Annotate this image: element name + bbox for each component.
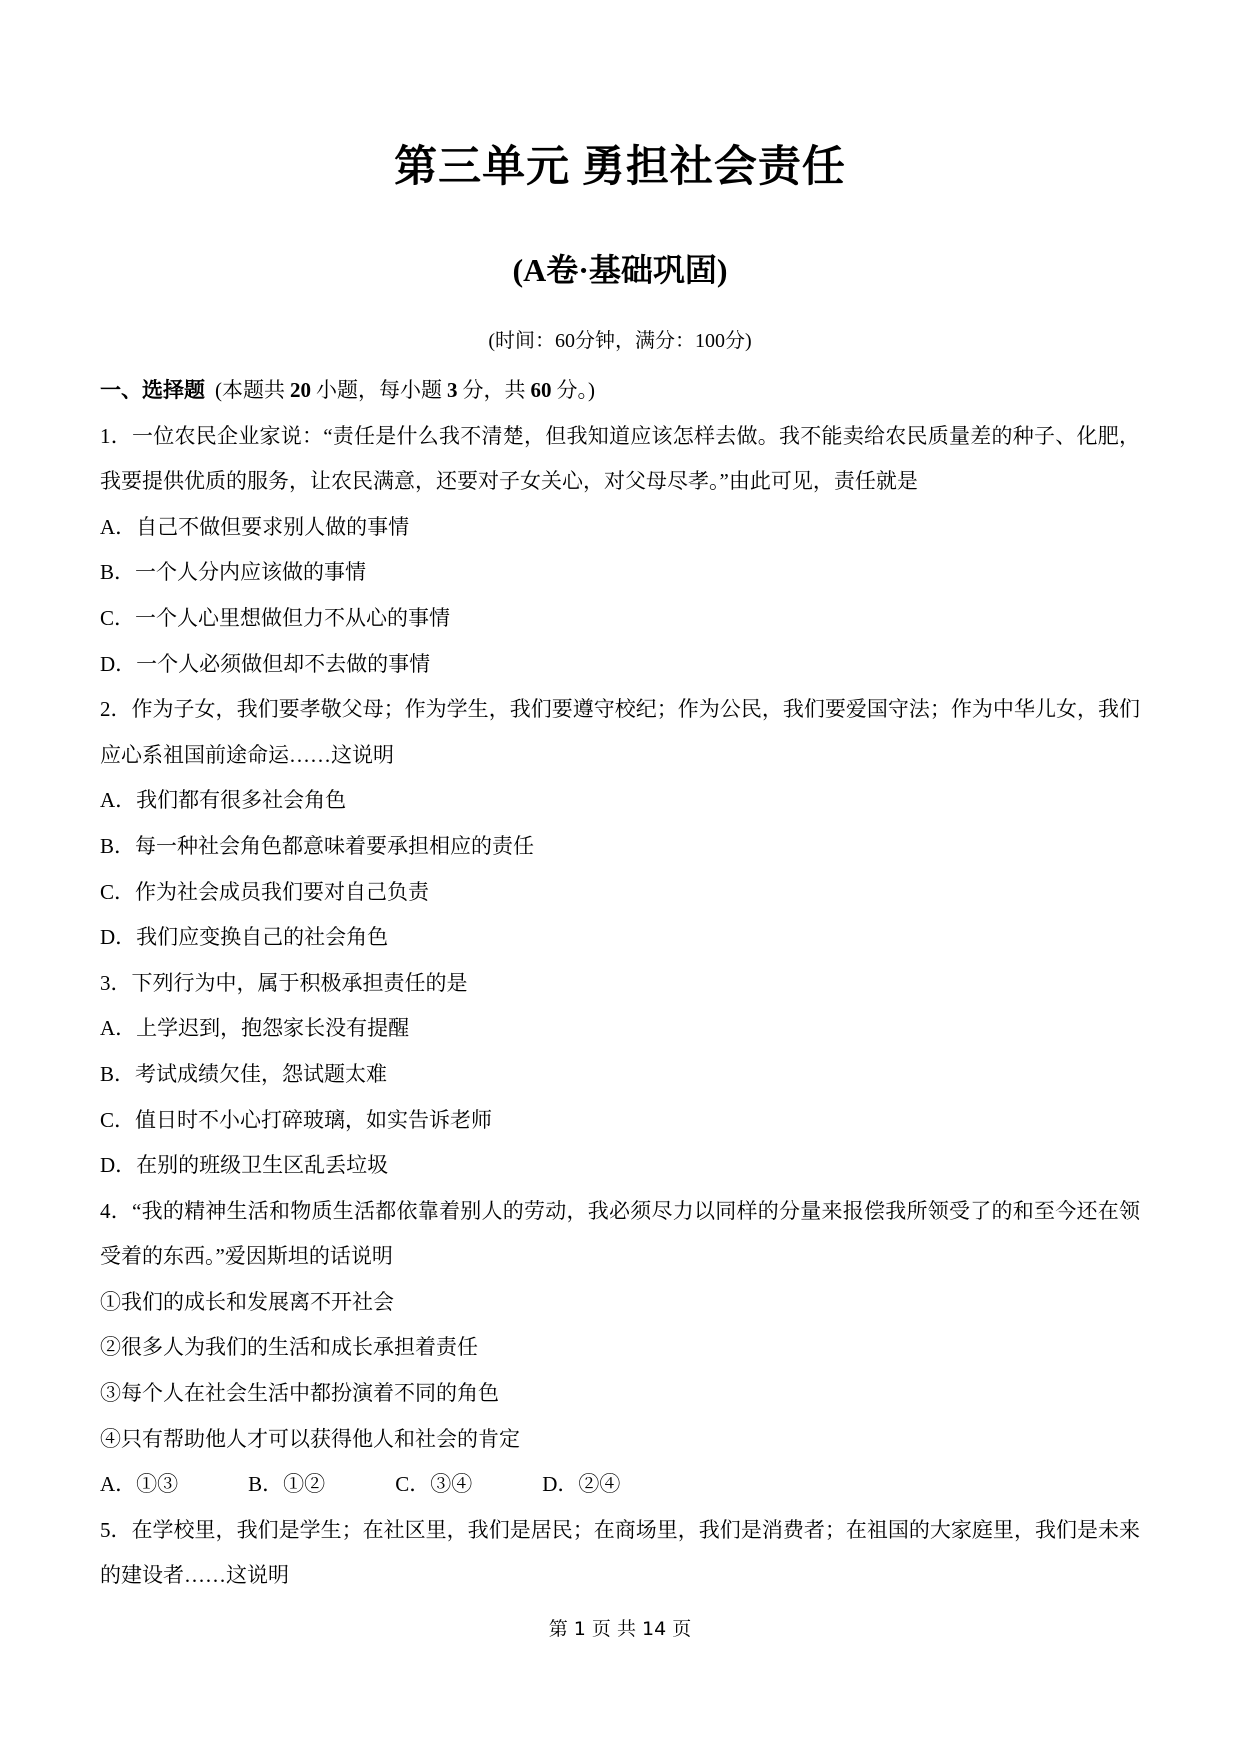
exam-body [100,368,1140,1599]
question-block-3 [100,961,1140,1189]
option-item: D．在别的班级卫生区乱丢垃圾 [100,1153,389,1178]
section-heading [100,368,1140,414]
section-detail-text: 分。) [556,378,595,402]
choice-row [100,1462,1140,1508]
doc-info-line: (时间：60分钟，满分：100分) [488,330,752,352]
question-block-1 [100,414,1140,688]
option-item: A．我们都有很多社会角色 [100,788,347,813]
question-stem: 4．“我的精神生活和物质生活都依靠着别人的劳动，我必须尽力以同样的分量来报偿我所领受了的和至今还在领受着的东西。”爱因斯坦的话说明 [100,1198,1140,1269]
section-points-per-question: 3 [447,378,458,402]
option-item: B．每一种社会角色都意味着要承担相应的责任 [100,833,535,858]
option-item: D．我们应变换自己的社会角色 [100,925,389,950]
option-item: A．自己不做但要求别人做的事情 [100,514,410,539]
page-footer: 第 1 页 共 14 页 [548,1618,692,1640]
choice-item: D．②④ [542,1472,621,1497]
choice-item: B．①② [248,1472,326,1497]
question-stem: 5．在学校里，我们是学生；在社区里，我们是居民；在商场里，我们是消费者；在祖国的大家庭里，我们是未来的建设者……这说明 [100,1517,1140,1588]
question-block-5 [100,1508,1140,1599]
question-block-2 [100,687,1140,961]
section-detail-text: 小题，每小题 [316,378,442,402]
option-item: C．值日时不小心打碎玻璃，如实告诉老师 [100,1107,493,1132]
option-item: C．作为社会成员我们要对自己负责 [100,879,430,904]
section-detail-text: 分，共 [462,378,526,402]
question-stem: 2．作为子女，我们要孝敬父母；作为学生，我们要遵守校纪；作为公民，我们要爱国守法；作为中华儿女，我们应心系祖国前途命运……这说明 [100,697,1140,767]
section-detail-text: (本题共 [215,378,285,402]
section-heading-prefix: 一、选择题 [100,378,205,402]
doc-title: 第三单元 勇担社会责任 [394,144,846,191]
option-item: B．一个人分内应该做的事情 [100,560,367,585]
option-item: B．考试成绩欠佳，怨试题太难 [100,1061,388,1086]
option-item: C．一个人心里想做但力不从心的事情 [100,605,451,630]
doc-subtitle: (A卷·基础巩固) [512,252,728,288]
option-item: D．一个人必须做但却不去做的事情 [100,651,431,676]
statement-item: ④只有帮助他人才可以获得他人和社会的肯定 [100,1426,520,1451]
question-stem: 1．一位农民企业家说：“责任是什么我不清楚，但我知道应该怎样去做。我不能卖给农民质量差的种子、化肥，我要提供优质的服务，让农民满意，还要对子女关心，对父母尽孝。”由此可见，责任就是 [100,423,1140,494]
question-block-4 [100,1189,1140,1508]
choice-item: C．③④ [395,1472,473,1497]
statement-item: ②很多人为我们的生活和成长承担着责任 [100,1335,478,1360]
section-question-count: 20 [290,378,311,402]
choice-item: A．①③ [100,1472,179,1497]
section-heading-detail [215,378,595,402]
question-stem: 3．下列行为中，属于积极承担责任的是 [100,970,468,995]
statement-item: ③每个人在社会生活中都扮演着不同的角色 [100,1381,499,1406]
option-item: A．上学迟到，抱怨家长没有提醒 [100,1016,410,1041]
statement-item: ①我们的成长和发展离不开社会 [100,1289,394,1314]
section-total-points: 60 [530,378,552,402]
